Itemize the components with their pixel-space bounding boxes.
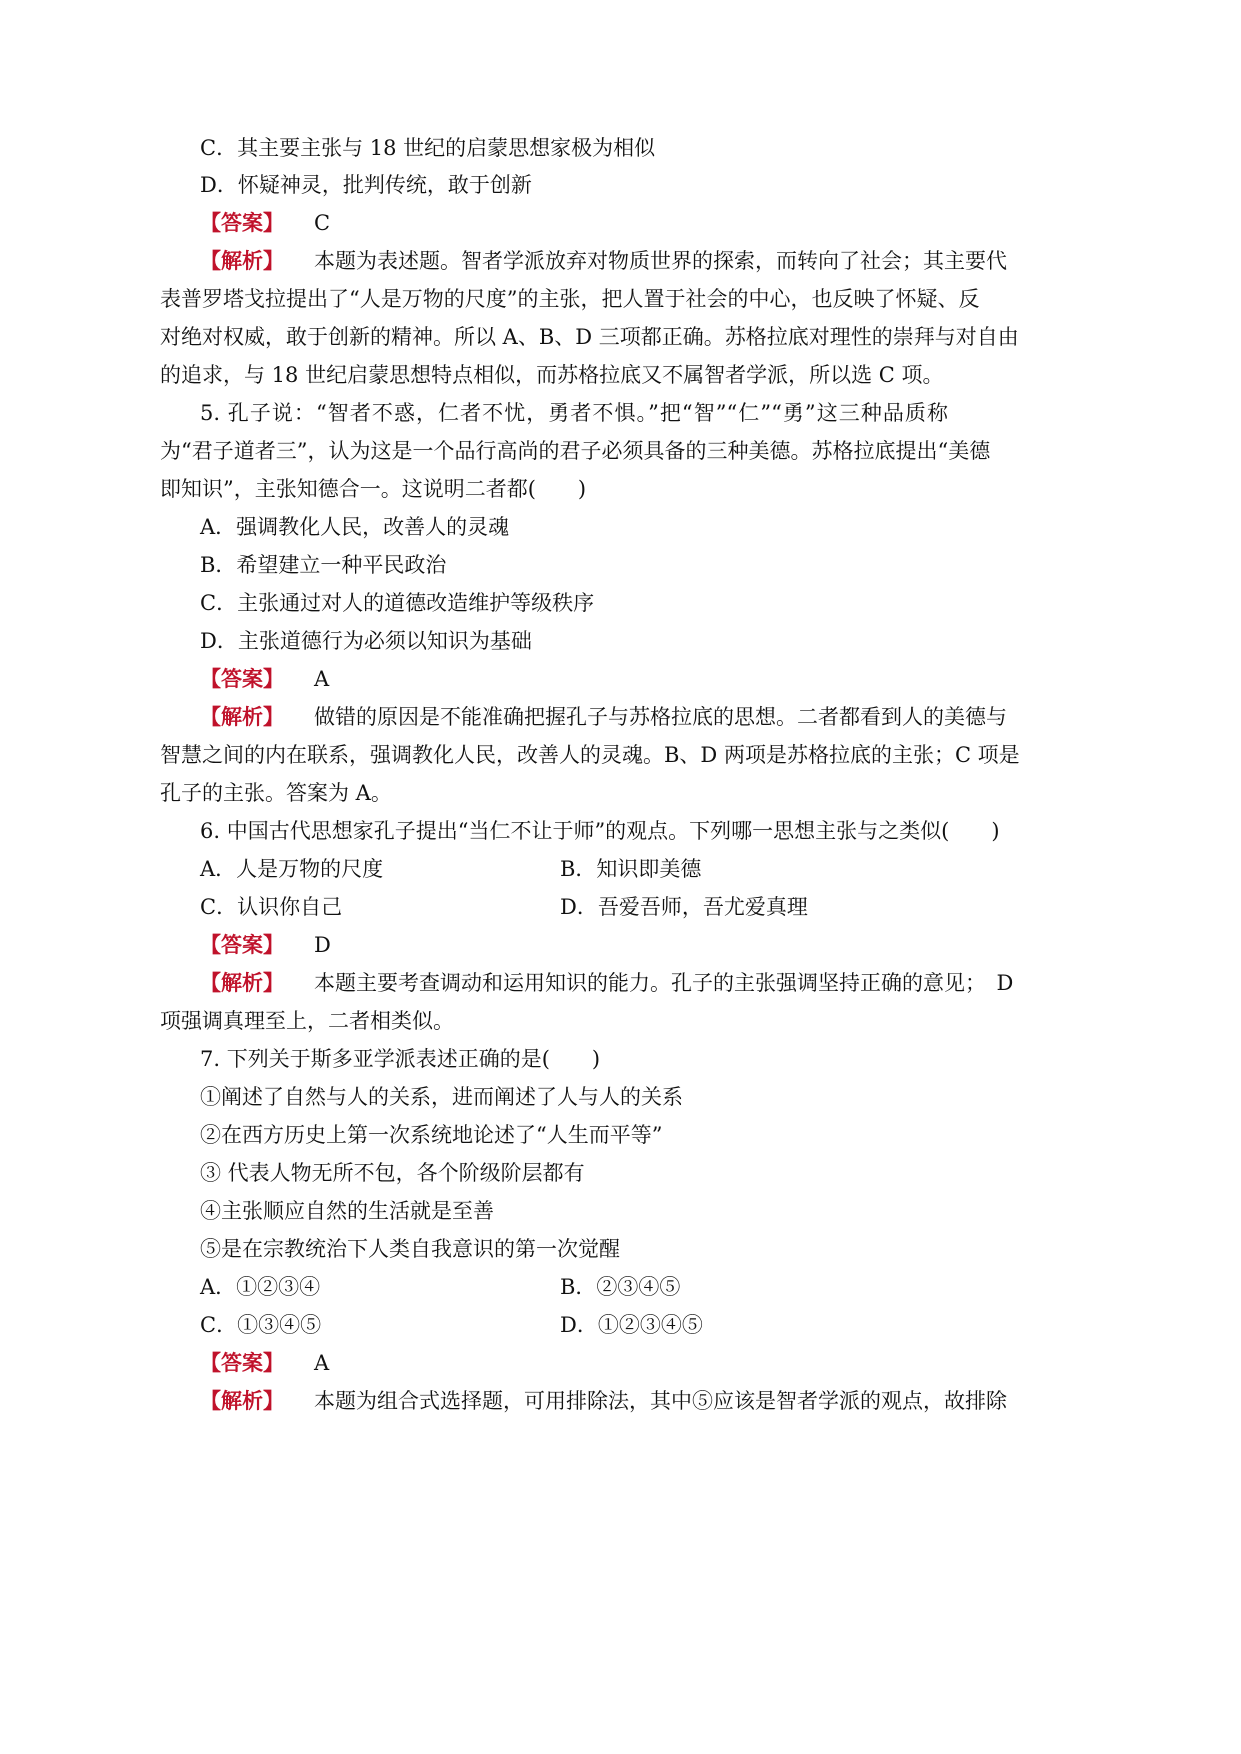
analysis-text: 做错的原因是不能准确把握孔子与苏格拉底的思想。二者都看到人的美德与 [314, 705, 1007, 729]
q5-answer-line [200, 664, 329, 694]
analysis-label: 【解析】 [200, 704, 284, 729]
answer-value: A [314, 667, 330, 691]
q4-analysis-line-3: 对绝对权威，敢于创新的精神。所以 A、B、D 三项都正确。苏格拉底对理性的崇拜与对自由 [160, 325, 1019, 349]
analysis-text: 本题为表述题。智者学派放弃对物质世界的探索，而转向了社会；其主要代 [314, 249, 1007, 273]
q6-option-d: D．吾爱吾师，吾尤爱真理 [560, 895, 808, 919]
analysis-text: 本题主要考查调动和运用知识的能力。孔子的主张强调坚持正确的意见； D [314, 971, 1014, 995]
q4-analysis-line-4: 的追求，与 18 世纪启蒙思想特点相似，而苏格拉底又不属智者学派，所以选 C 项。 [160, 363, 944, 387]
q6-analysis-line-1 [200, 968, 1014, 998]
q7-option-b: B．②③④⑤ [560, 1275, 681, 1299]
q6-option-c: C．认识你自己 [200, 895, 343, 919]
q5-stem-line-1: 5. 孔子说：“智者不惑，仁者不忧，勇者不惧。”把“智”“仁”“勇”这三种品质称 [200, 401, 948, 425]
q7-statement-5: ⑤是在宗教统治下人类自我意识的第一次觉醒 [200, 1237, 620, 1261]
q6-option-a: A．人是万物的尺度 [200, 857, 384, 881]
q7-analysis-line-1 [200, 1386, 1007, 1416]
q7-statement-3: ③ 代表人物无所不包，各个阶级阶层都有 [200, 1161, 585, 1185]
q4-analysis-line-2: 表普罗塔戈拉提出了“人是万物的尺度”的主张，把人置于社会的中心，也反映了怀疑、反 [160, 287, 980, 311]
q5-option-c: C．主张通过对人的道德改造维护等级秩序 [200, 591, 595, 615]
q7-option-a: A．①②③④ [200, 1275, 321, 1299]
analysis-label: 【解析】 [200, 1388, 284, 1413]
q5-option-b: B．希望建立一种平民政治 [200, 553, 447, 577]
answer-value: D [314, 933, 331, 957]
answer-label: 【答案】 [200, 210, 284, 235]
q7-option-d: D．①②③④⑤ [560, 1313, 703, 1337]
answer-value: A [314, 1351, 330, 1375]
q7-option-c: C．①③④⑤ [200, 1313, 322, 1337]
answer-label: 【答案】 [200, 1350, 284, 1375]
q5-stem-line-2: 为“君子道者三”，认为这是一个品行高尚的君子必须具备的三种美德。苏格拉底提出“美德 [160, 439, 991, 463]
analysis-text: 本题为组合式选择题，可用排除法，其中⑤应该是智者学派的观点，故排除 [314, 1389, 1007, 1413]
analysis-label: 【解析】 [200, 970, 284, 995]
q4-option-c: C．其主要主张与 18 世纪的启蒙思想家极为相似 [200, 136, 656, 160]
q5-stem-line-3: 即知识”，主张知德合一。这说明二者都( ) [160, 477, 587, 501]
q5-analysis-line-1 [200, 702, 1007, 732]
q6-stem: 6. 中国古代思想家孔子提出“当仁不让于师”的观点。下列哪一思想主张与之类似( ) [200, 819, 1000, 843]
q7-statement-1: ①阐述了自然与人的关系，进而阐述了人与人的关系 [200, 1085, 683, 1109]
answer-label: 【答案】 [200, 666, 284, 691]
answer-label: 【答案】 [200, 932, 284, 957]
q4-answer-line [200, 208, 330, 238]
q5-analysis-line-3: 孔子的主张。答案为 A。 [160, 781, 392, 805]
q4-option-d: D．怀疑神灵，批判传统，敢于创新 [200, 173, 532, 197]
q6-answer-line [200, 930, 331, 960]
q7-statement-2: ②在西方历史上第一次系统地论述了“人生而平等” [200, 1123, 663, 1147]
q5-option-a: A．强调教化人民，改善人的灵魂 [200, 515, 510, 539]
q6-option-b: B．知识即美德 [560, 857, 702, 881]
q7-answer-line [200, 1348, 329, 1378]
answer-value: C [314, 211, 331, 235]
q4-analysis-line-1 [200, 246, 1007, 276]
analysis-label: 【解析】 [200, 248, 284, 273]
q5-option-d: D．主张道德行为必须以知识为基础 [200, 629, 532, 653]
q7-stem: 7. 下列关于斯多亚学派表述正确的是( ) [200, 1047, 601, 1071]
q5-analysis-line-2: 智慧之间的内在联系，强调教化人民，改善人的灵魂。B、D 两项是苏格拉底的主张；C 项是 [160, 743, 1020, 767]
q7-statement-4: ④主张顺应自然的生活就是至善 [200, 1199, 494, 1223]
q6-analysis-line-2: 项强调真理至上，二者相类似。 [160, 1009, 454, 1033]
